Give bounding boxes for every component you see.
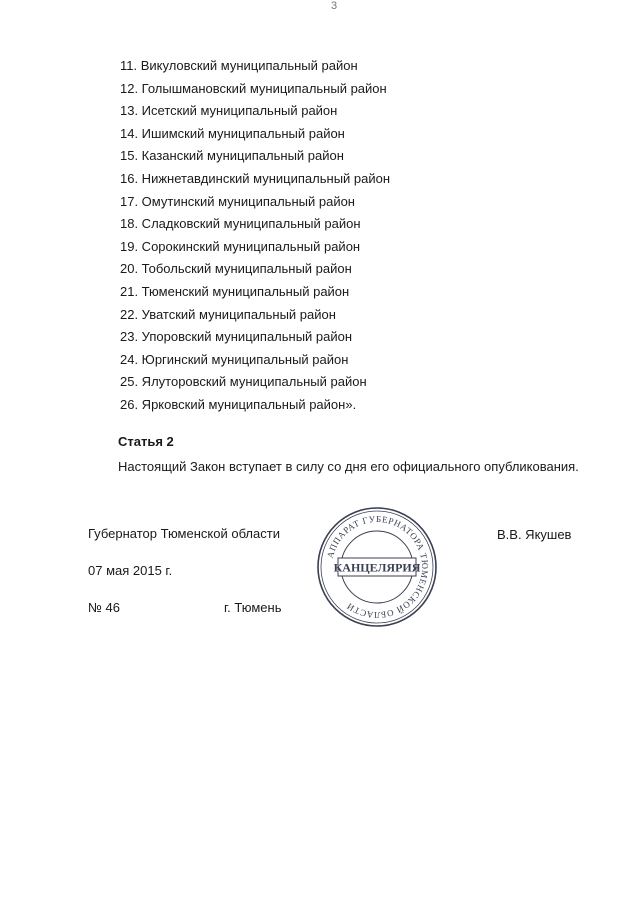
signing-date: 07 мая 2015 г. xyxy=(88,563,173,578)
list-item: 23. Упоровский муниципальный район xyxy=(120,329,353,345)
list-item: 16. Нижнетавдинский муниципальный район xyxy=(120,170,391,186)
list-item: 17. Омутинский муниципальный район xyxy=(120,193,355,209)
list-item: 14. Ишимский муниципальный район xyxy=(120,125,345,141)
list-item: 26. Ярковский муниципальный район». xyxy=(120,396,357,412)
page-number: 3 xyxy=(331,0,338,12)
official-seal xyxy=(316,506,438,628)
district-list xyxy=(120,55,390,417)
list-item: 18. Сладковский муниципальный район xyxy=(120,216,361,232)
list-item: 19. Сорокинский муниципальный район xyxy=(120,238,361,254)
list-item: 12. Голышмановский муниципальный район xyxy=(120,80,387,96)
list-item: 11. Викуловский муниципальный район xyxy=(120,58,358,73)
list-item: 22. Уватский муниципальный район xyxy=(120,306,336,322)
signer-position: Губернатор Тюменской области xyxy=(88,526,280,541)
article-text: Настоящий Закон вступает в силу со дня его официального опубликования. xyxy=(118,459,579,474)
signer-name: В.В. Якушев xyxy=(497,527,572,542)
list-item: 20. Тобольский муниципальный район xyxy=(120,261,352,277)
seal-ring-text: АППАРАТ ГУБЕРНАТОРА ТЮМЕНСКОЙ ОБЛАСТИ xyxy=(324,513,431,621)
law-number: № 46 xyxy=(88,600,121,615)
seal-center-text: КАНЦЕЛЯРИЯ xyxy=(333,560,421,575)
list-item: 21. Тюменский муниципальный район xyxy=(120,283,350,299)
list-item: 13. Исетский муниципальный район xyxy=(120,103,338,119)
list-item: 15. Казанский муниципальный район xyxy=(120,148,344,164)
list-item: 25. Ялуторовский муниципальный район xyxy=(120,374,367,390)
list-item: 24. Юргинский муниципальный район xyxy=(120,351,349,367)
signing-city: г. Тюмень xyxy=(224,600,282,615)
article-title: Статья 2 xyxy=(118,434,174,449)
